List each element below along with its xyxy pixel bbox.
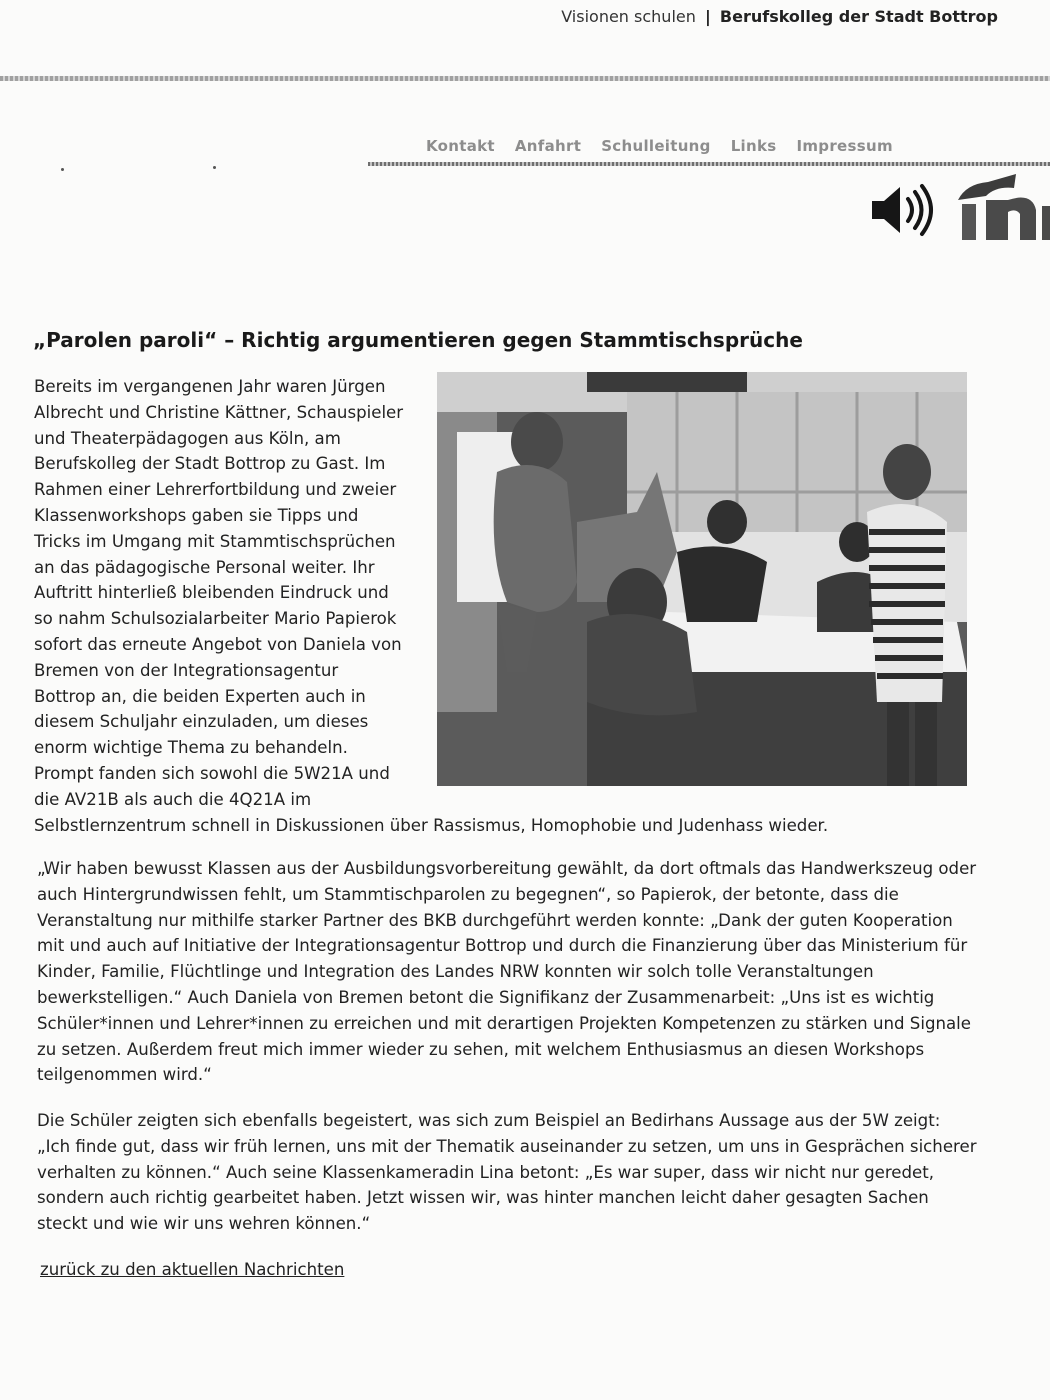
top-nav bbox=[426, 137, 893, 155]
intro-line: diesem Schuljahr einzuladen, um dieses bbox=[34, 712, 369, 732]
decorative-dot bbox=[213, 166, 216, 169]
article-intro bbox=[34, 374, 430, 813]
intro-line: sofort das erneute Angebot von Daniela von bbox=[34, 634, 402, 654]
intro-line: Bereits im vergangenen Jahr waren Jürgen bbox=[34, 377, 386, 396]
intro-line: Klassenworkshops gaben sie Tipps und bbox=[34, 505, 359, 525]
tagline-separator: | bbox=[704, 7, 711, 26]
intro-line: an das pädagogische Personal weiter. Ihr bbox=[34, 557, 375, 577]
decorative-dot bbox=[61, 168, 64, 171]
article-paragraph-3: Die Schüler zeigten sich ebenfalls begeistert, was sich zum Beispiel an Bedirhans Aussage aus der 5W zeigt: „Ich finde gut, dass wir früh lernen, uns mit der Thematik auseinander zu setzen, um uns in Gesprächen sicherer verhalten zu können.“ Auch seine Klassenkameradin Lina betont: „Es war super, dass wir nicht nur geredet, sondern auch richtig gearbeitet haben. Jetzt wissen wir, was hinter manchen leicht daher gesagten Sachen steckt und wie wir uns wehren können.“ bbox=[37, 1111, 977, 1234]
intro-line: Albrecht und Christine Kättner, Schauspieler bbox=[34, 402, 404, 422]
article-intro-continuation: Selbstlernzentrum schnell in Diskussionen über Rassismus, Homophobie und Judenhass wieder. bbox=[34, 816, 829, 835]
nav-link-impressum[interactable]: Impressum bbox=[796, 137, 893, 155]
intro-line: Tricks im Umgang mit Stammtischsprüchen bbox=[34, 531, 396, 551]
school-name: Berufskolleg der Stadt Bottrop bbox=[719, 7, 998, 26]
intro-line: Prompt fanden sich sowohl die 5W21A und bbox=[34, 763, 390, 783]
nav-link-links[interactable]: Links bbox=[730, 137, 777, 155]
article-title: „Parolen paroli“ – Richtig argumentieren gegen Stammtischsprüche bbox=[33, 328, 803, 352]
header-divider bbox=[0, 76, 1050, 81]
intro-line: Bottrop an, die beiden Experten auch in bbox=[34, 686, 366, 706]
intro-line: und Theaterpädagogen aus Köln, am bbox=[34, 428, 341, 448]
intro-line: Bremen von der Integrationsagentur bbox=[34, 660, 339, 680]
intro-line: die AV21B als auch die 4Q21A im bbox=[34, 789, 312, 809]
article-paragraph-2: „Wir haben bewusst Klassen aus der Ausbildungsvorbereitung gewählt, da dort oftmals das Handwerkszeug oder auch Hintergrundwissen fehlt, um Stammtischparolen zu begegnen“, so Papierok, der betonte, dass die Veranstaltung nur mithilfe starker Partner des BKB durchgeführt werden konnte: „Dank der guten Kooperation mit und auch auf Initiative der Integrationsagentur Bottrop und durch die Finanzierung über das Ministerium für Kinder, Familie, Flüchtlinge und Integration des Landes NRW konnten wir solch tolle Veranstaltungen bewerkstelligen.“ Auch Daniela von Bremen betont die Signifikanz der Zusammenarbeit: „Uns ist es wichtig Schüler*innen und Lehrer*innen zu erreichen und mit derartigen Projekten Kompetenzen zu stärken und Signale zu setzen. Außerdem freut mich immer wieder zu sehen, mit welchem Enthusiasmus an diesen Workshops teilgenommen wird.“ bbox=[37, 859, 977, 1085]
nav-link-kontakt[interactable]: Kontakt bbox=[426, 137, 495, 155]
intro-line: enorm wichtige Thema zu behandeln. bbox=[34, 738, 348, 758]
tagline-text: Visionen schulen bbox=[561, 7, 696, 26]
intro-line: Auftritt hinterließ bleibenden Eindruck und bbox=[34, 583, 389, 603]
workshop-photo bbox=[437, 372, 967, 786]
nav-link-schulleitung[interactable]: Schulleitung bbox=[601, 137, 711, 155]
nav-divider bbox=[368, 162, 1050, 166]
intro-line: Berufskolleg der Stadt Bottrop zu Gast. Im bbox=[34, 454, 386, 474]
intro-line: so nahm Schulsozialarbeiter Mario Papierok bbox=[34, 609, 397, 629]
school-logo bbox=[956, 170, 1050, 242]
back-to-news-link[interactable]: zurück zu den aktuellen Nachrichten bbox=[40, 1260, 345, 1279]
intro-line: Rahmen einer Lehrerfortbildung und zweier bbox=[34, 480, 397, 500]
nav-link-anfahrt[interactable]: Anfahrt bbox=[514, 137, 582, 155]
header-tagline-bar bbox=[561, 7, 998, 26]
speaker-icon[interactable] bbox=[870, 183, 936, 237]
